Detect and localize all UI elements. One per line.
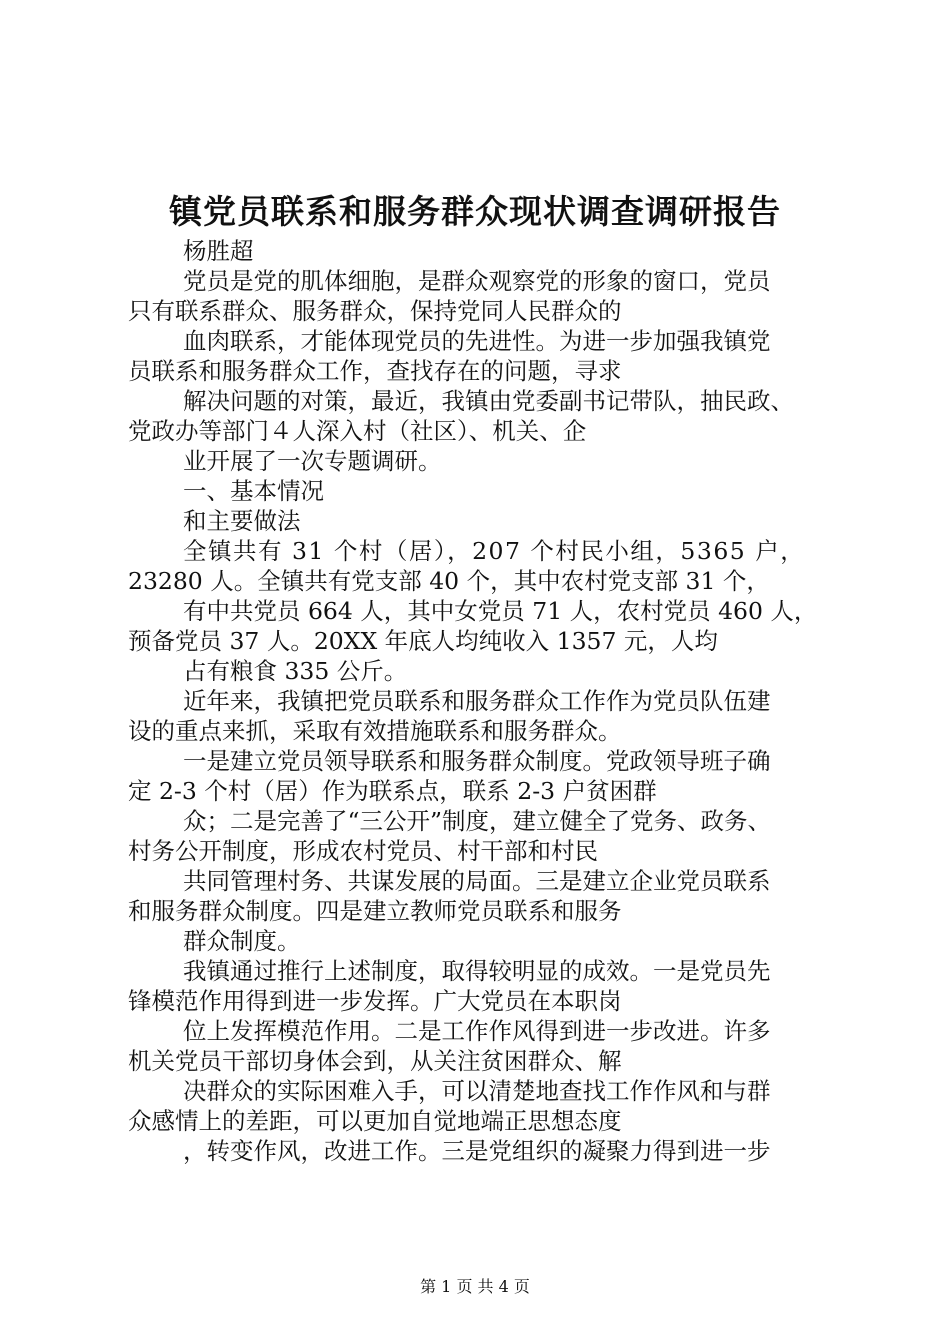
body-line: 员联系和服务群众工作，查找存在的问题，寻求 (128, 357, 622, 385)
body-line: 党政办等部门４人深入村（社区）、机关、企 (128, 417, 587, 445)
document-body (128, 236, 843, 1166)
body-line: 党员是党的肌体细胞，是群众观察党的形象的窗口，党员 (183, 267, 771, 295)
body-line: 决群众的实际困难入手，可以清楚地查找工作作风和与群 (183, 1077, 771, 1105)
body-line: 解决问题的对策，最近，我镇由党委副书记带队，抽民政、 (183, 387, 794, 415)
body-line: 共同管理村务、共谋发展的局面。三是建立企业党员联系 (183, 867, 771, 895)
body-line: 众感情上的差距，可以更加自觉地端正思想态度 (128, 1107, 622, 1135)
author-line: 杨胜超 (183, 237, 254, 265)
body-line: 近年来，我镇把党员联系和服务群众工作作为党员队伍建 (183, 687, 771, 715)
body-line: 众；二是完善了“三公开”制度，建立健全了党务、政务、 (183, 807, 772, 835)
body-line: 位上发挥模范作用。二是工作作风得到进一步改进。许多 (183, 1017, 771, 1045)
body-line: 只有联系群众、服务群众，保持党同人民群众的 (128, 297, 622, 325)
body-line: ，转变作风，改进工作。三是党组织的凝聚力得到进一步 (183, 1137, 771, 1165)
page-number-footer: 第 1 页 共 4 页 (420, 1277, 530, 1296)
body-line: 机关党员干部切身体会到，从关注贫困群众、解 (128, 1047, 622, 1075)
section-heading: 一、基本情况 (183, 477, 324, 505)
body-line: 23280 人。全镇共有党支部 40 个，其中农村党支部 31 个， (128, 567, 770, 595)
body-line: 定 2-3 个村（居）作为联系点，联系 2-3 户贫困群 (128, 777, 657, 805)
body-line: 业开展了一次专题调研。 (183, 447, 442, 475)
body-line: 有中共党员 664 人，其中女党员 71 人，农村党员 460 人， (183, 597, 818, 625)
body-line: 村务公开制度，形成农村党员、村干部和村民 (128, 837, 598, 865)
body-line: 群众制度。 (183, 927, 301, 955)
body-line: 预备党员 37 人。20XX 年底人均纯收入 1357 元，人均 (128, 627, 718, 655)
section-heading: 和主要做法 (183, 507, 301, 535)
body-line: 占有粮食 335 公斤。 (183, 657, 408, 685)
body-line: 一是建立党员领导联系和服务群众制度。党政领导班子确 (183, 747, 771, 775)
body-line: 锋模范作用得到进一步发挥。广大党员在本职岗 (128, 987, 622, 1015)
body-line: 设的重点来抓，采取有效措施联系和服务群众。 (128, 717, 622, 745)
body-line: 全镇共有 31 个村（居），207 个村民小组，5365 户， (183, 537, 806, 565)
body-line: 我镇通过推行上述制度，取得较明显的成效。一是党员先 (183, 957, 771, 985)
body-line: 血肉联系，才能体现党员的先进性。为进一步加强我镇党 (183, 327, 771, 355)
document-title: 镇党员联系和服务群众现状调查调研报告 (169, 192, 781, 231)
body-line: 和服务群众制度。四是建立教师党员联系和服务 (128, 897, 622, 925)
